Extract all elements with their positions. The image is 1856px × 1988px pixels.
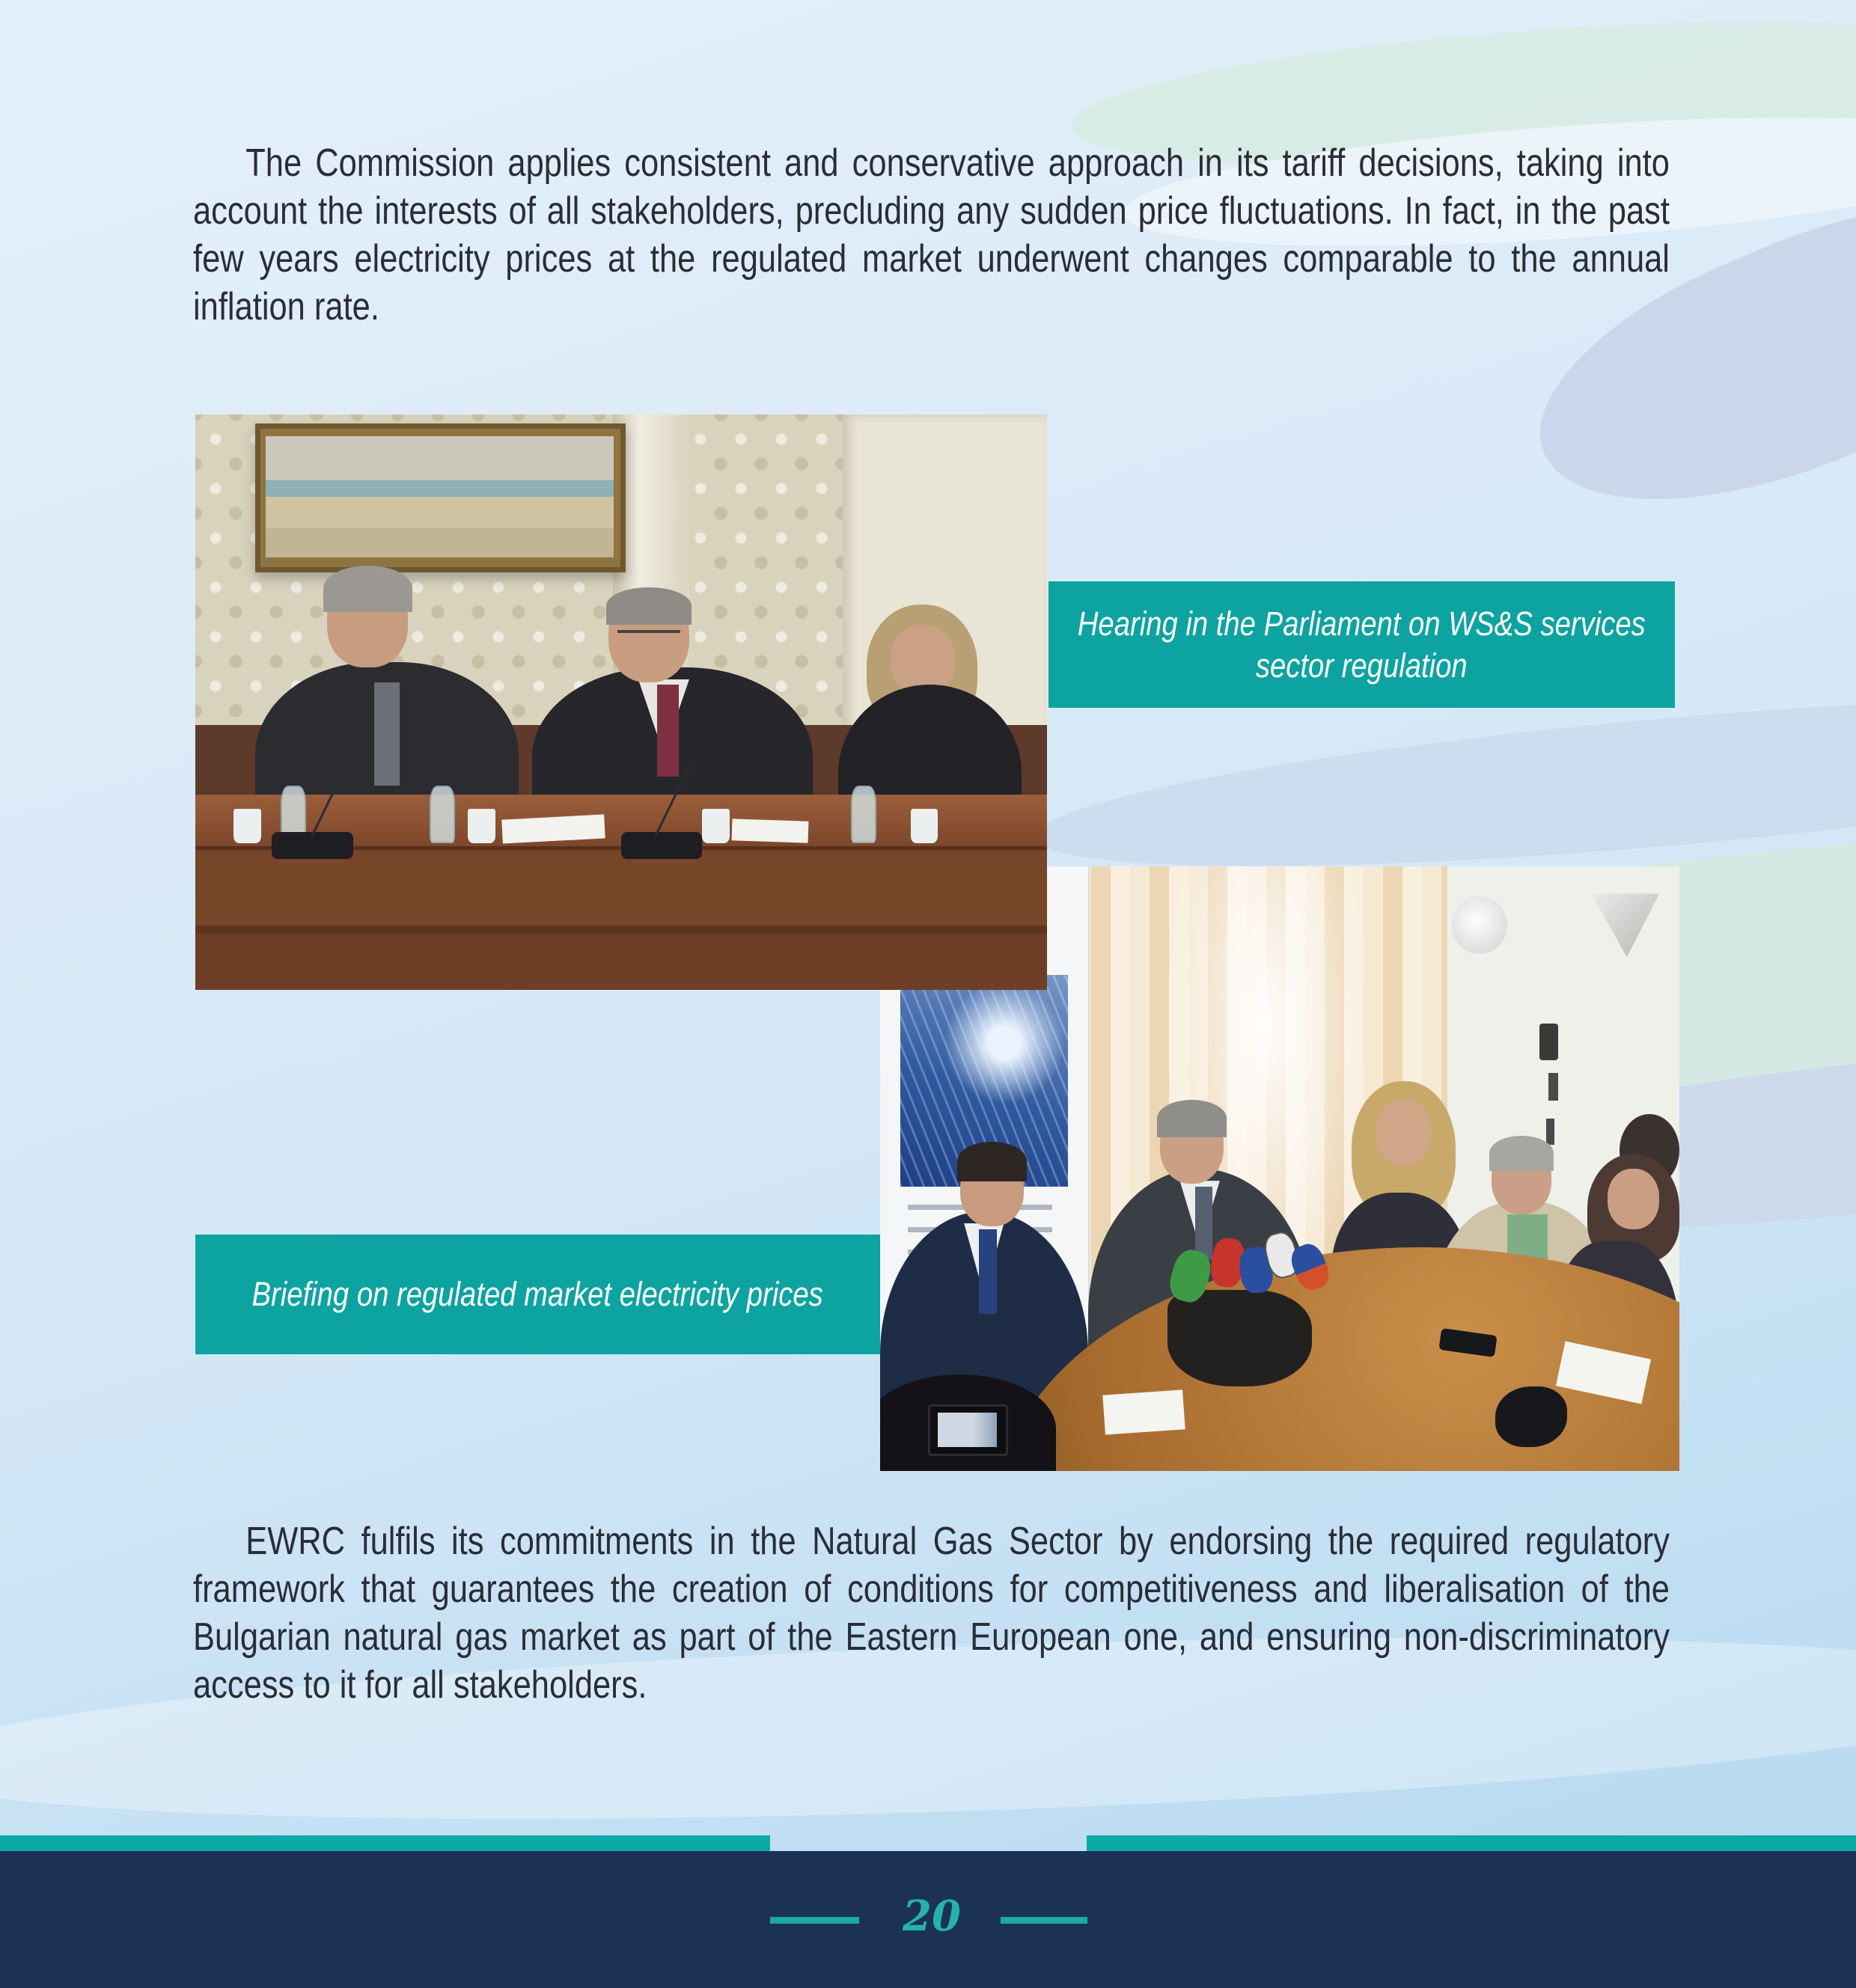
footer-teal-strip-right [1087,1835,1856,1851]
wall-cable [1539,1024,1558,1059]
person-journalist-blonde-head [1376,1099,1432,1166]
person-center-hair [606,587,692,625]
papers [731,819,808,843]
paragraph-natural-gas: EWRC fulfils its commitments in the Natural Gas Sector by endorsing the required regulatory framework that guarantees the creation of conditions for competitiveness and liberalisation of the Bulgarian natural gas market as part of the Eastern European one, and ensuring non-discriminatory access to it for all stakeholders. [193,1520,1670,1707]
person-center-tie [657,685,680,777]
water-glass [911,809,938,843]
footer-teal-strip-left [0,1835,770,1851]
table-front [195,846,1047,990]
caption-briefing-text: Briefing on regulated market electricity prices [251,1275,824,1313]
person-official-center-hair [1157,1100,1227,1137]
paper-left [1102,1389,1185,1434]
caption-hearing [1048,581,1675,708]
water-glass [468,809,495,843]
caption-hearing-text: Hearing in the Parliament on WS&S services sector regulation [1078,604,1646,685]
person-left-hair [323,566,412,612]
person-center-glasses [617,630,680,645]
person-official-center-tie [1195,1187,1212,1259]
water-bottle [851,786,876,843]
photo-parliament-hearing [195,415,1047,990]
painting-seascape [266,436,613,557]
person-official-left-tie [979,1229,996,1314]
page-number: 20 [903,1891,961,1941]
paragraph-tariff-policy: The Commission applies consistent and conservative approach in its tariff decisions, taking into account the interests of all stakeholders, precluding any sudden price fluctuations. In fact, in the past few years electricity prices at the regulated market underwent changes comparable to the annual inflation rate. [193,141,1670,328]
wall-lamp [1452,896,1508,954]
camera-phone-screen [938,1413,997,1446]
water-glass [702,809,729,843]
page-number-dash-left [770,1917,859,1924]
microphone-console [621,832,702,860]
person-woman-right-head [1608,1169,1659,1229]
person-official-left-hair [957,1142,1028,1181]
table-headphones [1495,1386,1567,1447]
microphone-stand-mass [1167,1290,1311,1386]
page-number-dash-right [1001,1917,1087,1924]
water-bottle [430,786,455,843]
person-man-beige-hair [1489,1136,1554,1171]
caption-briefing [195,1235,880,1354]
person-left-tie [374,682,400,786]
water-glass [233,809,260,843]
